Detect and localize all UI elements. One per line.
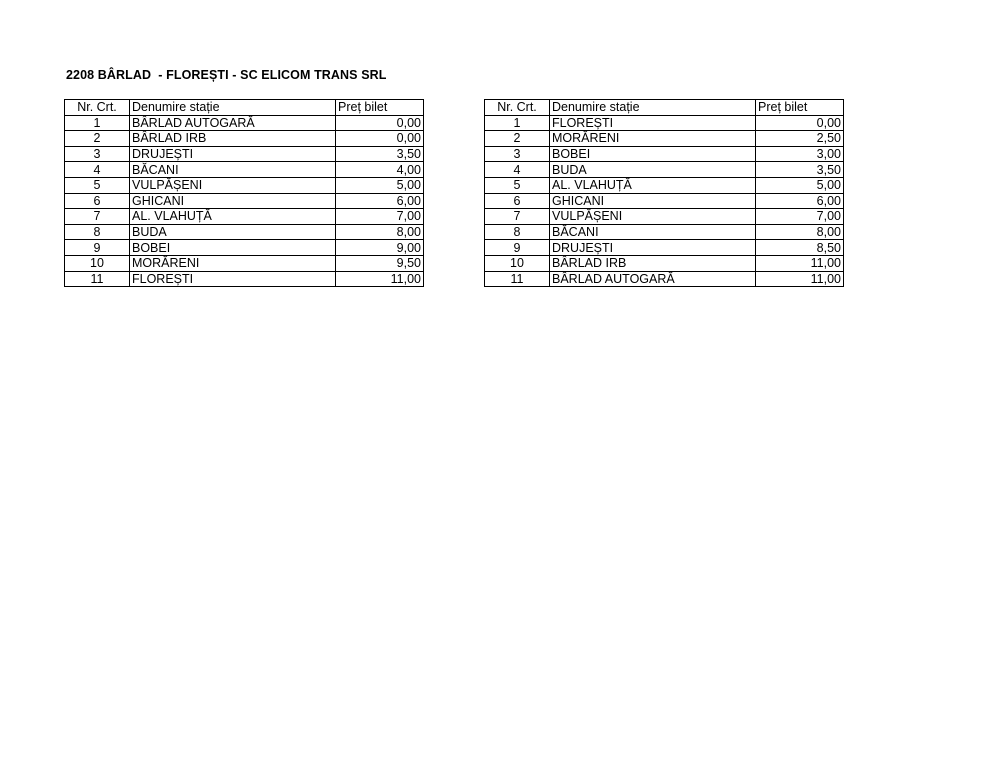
cell-price: 0,00: [336, 115, 424, 131]
column-header-price: Preț bilet: [756, 100, 844, 116]
table-row: [485, 209, 844, 225]
cell-nr: 7: [485, 209, 550, 225]
table-row: [65, 240, 424, 256]
cell-price: 11,00: [756, 271, 844, 287]
column-header-station: Denumire stație: [130, 100, 336, 116]
table-row: [485, 224, 844, 240]
cell-nr: 1: [485, 115, 550, 131]
cell-station: BÂRLAD AUTOGARĂ: [130, 115, 336, 131]
cell-nr: 11: [65, 271, 130, 287]
cell-nr: 10: [65, 255, 130, 271]
cell-price: 7,00: [336, 209, 424, 225]
cell-station: DRUJEȘTI: [550, 240, 756, 256]
table-row: [65, 131, 424, 147]
cell-station: VULPĂȘENI: [550, 209, 756, 225]
table-row: [65, 162, 424, 178]
cell-price: 9,50: [336, 255, 424, 271]
cell-price: 6,00: [756, 193, 844, 209]
cell-station: GHICANI: [550, 193, 756, 209]
cell-price: 8,00: [756, 224, 844, 240]
cell-price: 2,50: [756, 131, 844, 147]
cell-station: BÂRLAD IRB: [130, 131, 336, 147]
cell-nr: 2: [485, 131, 550, 147]
cell-station: BĂCANI: [130, 162, 336, 178]
cell-station: BOBEI: [550, 146, 756, 162]
table-row: [65, 146, 424, 162]
cell-price: 0,00: [756, 115, 844, 131]
table-row: [65, 224, 424, 240]
table-row: [65, 193, 424, 209]
fare-table-forward: [64, 99, 424, 287]
table-row: [485, 131, 844, 147]
column-header-nr: Nr. Crt.: [485, 100, 550, 116]
cell-station: FLOREȘTI: [130, 271, 336, 287]
table-row: [65, 271, 424, 287]
cell-price: 5,00: [336, 177, 424, 193]
table-row: [485, 162, 844, 178]
cell-nr: 4: [485, 162, 550, 178]
cell-nr: 10: [485, 255, 550, 271]
column-header-station: Denumire stație: [550, 100, 756, 116]
cell-station: BOBEI: [130, 240, 336, 256]
cell-station: BUDA: [550, 162, 756, 178]
cell-nr: 5: [65, 177, 130, 193]
table-row: [485, 240, 844, 256]
cell-nr: 4: [65, 162, 130, 178]
table-row: [65, 255, 424, 271]
cell-price: 5,00: [756, 177, 844, 193]
cell-station: AL. VLAHUȚĂ: [130, 209, 336, 225]
table-header-row: [485, 100, 844, 116]
cell-station: DRUJEȘTI: [130, 146, 336, 162]
cell-station: AL. VLAHUȚĂ: [550, 177, 756, 193]
table-header-row: [65, 100, 424, 116]
cell-price: 8,00: [336, 224, 424, 240]
cell-price: 11,00: [756, 255, 844, 271]
cell-price: 9,00: [336, 240, 424, 256]
cell-station: VULPĂȘENI: [130, 177, 336, 193]
cell-station: GHICANI: [130, 193, 336, 209]
cell-nr: 2: [65, 131, 130, 147]
table-row: [485, 146, 844, 162]
page-title: 2208 BÂRLAD - FLOREȘTI - SC ELICOM TRANS SRL: [66, 68, 387, 82]
cell-nr: 7: [65, 209, 130, 225]
table-row: [65, 177, 424, 193]
cell-nr: 9: [485, 240, 550, 256]
table-row: [485, 193, 844, 209]
cell-nr: 9: [65, 240, 130, 256]
cell-price: 6,00: [336, 193, 424, 209]
fare-table-return: [484, 99, 844, 287]
cell-price: 3,00: [756, 146, 844, 162]
table-row: [485, 115, 844, 131]
cell-price: 4,00: [336, 162, 424, 178]
cell-price: 8,50: [756, 240, 844, 256]
column-header-nr: Nr. Crt.: [65, 100, 130, 116]
cell-station: BUDA: [130, 224, 336, 240]
table-row: [485, 255, 844, 271]
cell-price: 7,00: [756, 209, 844, 225]
table-row: [485, 271, 844, 287]
cell-nr: 1: [65, 115, 130, 131]
cell-nr: 8: [485, 224, 550, 240]
table-row: [65, 209, 424, 225]
cell-nr: 5: [485, 177, 550, 193]
cell-station: BÂRLAD IRB: [550, 255, 756, 271]
cell-nr: 8: [65, 224, 130, 240]
table-row: [485, 177, 844, 193]
cell-station: BÂRLAD AUTOGARĂ: [550, 271, 756, 287]
cell-nr: 3: [485, 146, 550, 162]
cell-station: MORĂRENI: [130, 255, 336, 271]
cell-price: 11,00: [336, 271, 424, 287]
cell-nr: 6: [485, 193, 550, 209]
cell-price: 0,00: [336, 131, 424, 147]
cell-price: 3,50: [336, 146, 424, 162]
cell-nr: 11: [485, 271, 550, 287]
column-header-price: Preț bilet: [336, 100, 424, 116]
cell-nr: 3: [65, 146, 130, 162]
cell-price: 3,50: [756, 162, 844, 178]
cell-nr: 6: [65, 193, 130, 209]
cell-station: FLOREȘTI: [550, 115, 756, 131]
table-row: [65, 115, 424, 131]
cell-station: BĂCANI: [550, 224, 756, 240]
cell-station: MORĂRENI: [550, 131, 756, 147]
